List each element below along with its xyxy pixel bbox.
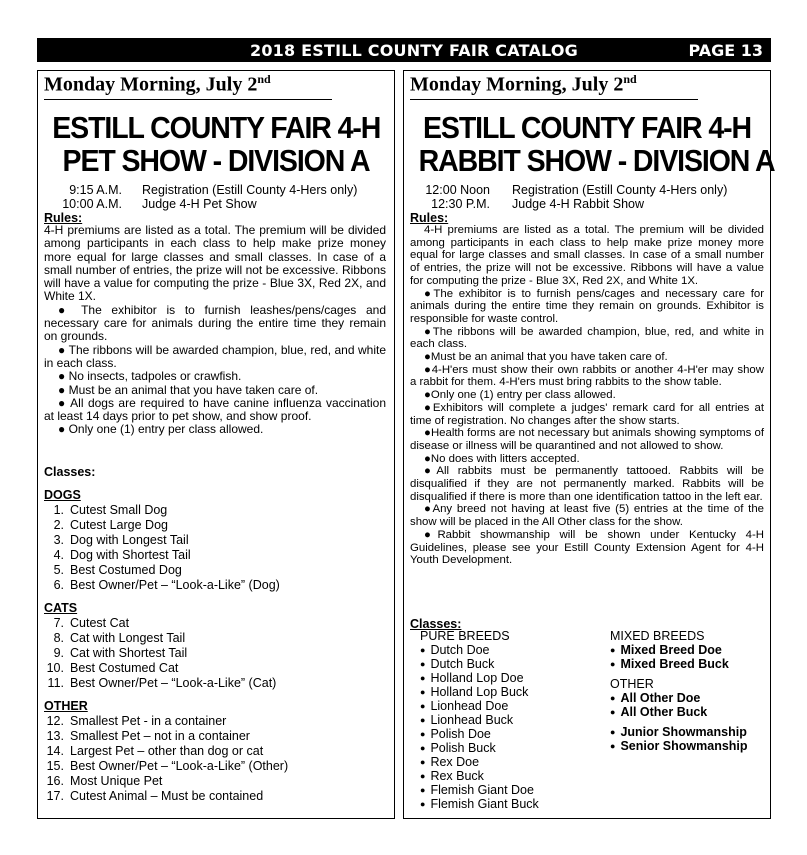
- rule-paragraph: ●Health forms are not necessary but animals showing symptoms of disease or illness will be quarantined and not allowed to show.: [410, 427, 764, 452]
- date-underline: [410, 99, 698, 100]
- schedule-row: 9:15 A.M. Registration (Estill County 4-Hers only): [69, 183, 358, 197]
- class-item: 2. Cutest Large Dog: [53, 518, 168, 532]
- class-item: 14. Largest Pet – other than dog or cat: [46, 744, 264, 758]
- class-item: 5. Best Costumed Dog: [53, 563, 182, 577]
- show-title-line-2: PET SHOW - DIVISION A: [62, 143, 370, 178]
- rule-paragraph: 4-H premiums are listed as a total. The premium will be divided among participants in each class to help make prize money more equal for large classes and small classes. In case of a small number of entries, the prize will not be excessive. Ribbons will have a value for computing the prize - Blue 3X, Red 2X, and White 1X.: [410, 224, 764, 287]
- rules-heading: Rules:: [44, 211, 83, 225]
- rules-text: [44, 224, 386, 437]
- rule-paragraph: ● The exhibitor is to furnish leashes/pens/cages and necessary care for animals during the entire time they remain on grounds.: [44, 302, 386, 344]
- rule-paragraph: ●No does with litters accepted.: [424, 452, 580, 465]
- class-item: 6. Best Owner/Pet – “Look-a-Like” (Dog): [53, 578, 280, 592]
- class-item: 13. Smallest Pet – not in a container: [46, 729, 250, 743]
- rule-paragraph: ● Must be an animal that you have taken care of.: [58, 382, 319, 397]
- showmanship-item: ● Senior Showmanship: [610, 739, 748, 753]
- class-item: 16. Most Unique Pet: [46, 774, 163, 788]
- class-item: 9. Cat with Shortest Tail: [53, 646, 188, 660]
- rabbit-show-panel: [403, 70, 775, 819]
- showmanship-list: [610, 725, 748, 753]
- breed-item: ● Mixed Breed Doe: [610, 643, 748, 657]
- show-title-line-1: ESTILL COUNTY FAIR 4-H: [52, 110, 381, 145]
- dog-classes: [44, 503, 288, 593]
- rule-paragraph: ●Rabbit showmanship will be shown under Kentucky 4-H Guidelines, please see your Estill County Extension Agent for 4-H Youth Development.: [410, 528, 764, 567]
- breed-item: ● Polish Buck: [420, 741, 539, 755]
- rule-paragraph: ●Only one (1) entry per class allowed.: [424, 389, 616, 402]
- rule-paragraph: ●The exhibitor is to furnish pens/cages and necessary care for animals during the entire time they remain on grounds. Exhibitor is responsible for waste control.: [410, 287, 764, 325]
- classes-heading: Classes:: [44, 465, 96, 479]
- breed-item: ● All Other Buck: [610, 705, 748, 719]
- date-heading: Monday Morning, July 2nd: [44, 72, 271, 96]
- rule-paragraph: ● No insects, tadpoles or crawfish.: [58, 369, 242, 384]
- class-item: 3. Dog with Longest Tail: [53, 533, 189, 547]
- mixed-breed-list: [610, 643, 748, 671]
- rule-paragraph: ● The ribbons will be awarded champion, blue, red, and white in each class.: [44, 342, 386, 370]
- rule-paragraph: ●4-H'ers must show their own rabbits or another 4-H'er may show a rabbit for them. 4-H'ers must bring rabbits to the show table.: [410, 363, 764, 389]
- date-underline: [44, 99, 332, 100]
- catalog-title: 2018 ESTILL COUNTY FAIR CATALOG: [250, 41, 578, 60]
- class-item: 4. Dog with Shortest Tail: [53, 548, 191, 562]
- rule-paragraph: ●All rabbits must be permanently tattooed. Rabbits will be disqualified if they are not permanently marked. Rabbits will be disqualified if there is more than one identification tattoo in the left ear.: [410, 465, 764, 503]
- rules-heading: Rules:: [410, 211, 449, 225]
- other-breed-list: [610, 691, 748, 719]
- class-item: 17. Cutest Animal – Must be contained: [46, 789, 264, 803]
- class-item: 12. Smallest Pet - in a container: [46, 714, 227, 728]
- group-heading-dogs: DOGS: [44, 488, 81, 502]
- breed-item: ● Mixed Breed Buck: [610, 657, 748, 671]
- rules-text: [410, 224, 764, 567]
- rule-paragraph: ●Exhibitors will complete a judges' remark card for all entries at time of registration. No changes after the show starts.: [410, 401, 764, 427]
- breed-item: ● Flemish Giant Doe: [420, 783, 539, 797]
- breed-item: ● All Other Doe: [610, 691, 748, 705]
- showmanship-item: ● Junior Showmanship: [610, 725, 748, 739]
- schedule-row: 12:00 Noon Registration (Estill County 4-Hers only): [425, 183, 728, 197]
- breed-item: ● Rex Buck: [420, 769, 539, 783]
- page-header-bar: [37, 38, 771, 62]
- class-item: 1. Cutest Small Dog: [53, 503, 168, 517]
- group-heading-cats: CATS: [44, 601, 78, 615]
- schedule: [44, 183, 357, 211]
- rule-paragraph: ●Any breed not having at least five (5) entries at the time of the show will be placed in the All Other class for the show.: [410, 503, 764, 529]
- breed-item: ● Dutch Doe: [420, 643, 539, 657]
- breed-item: ● Rex Doe: [420, 755, 539, 769]
- breed-item: ● Polish Doe: [420, 727, 539, 741]
- breed-item: ● Flemish Giant Buck: [420, 797, 539, 811]
- other-heading: OTHER: [610, 677, 654, 691]
- mixed-breeds: [610, 629, 748, 753]
- schedule-row: 12:30 P.M. Judge 4-H Rabbit Show: [431, 197, 645, 211]
- rule-paragraph: 4-H premiums are listed as a total. The premium will be divided among participants in each class to help make prize money more equal for large classes and small classes. In case of a small number of entries, the prize will not be excessive. Ribbons will have a value for computing the prize - Blue 3X, Red 2X, and White 1X.: [44, 223, 386, 304]
- breed-item: ● Lionhead Doe: [420, 699, 539, 713]
- show-title-line-2: RABBIT SHOW - DIVISION A: [418, 143, 775, 178]
- breed-item: ● Holland Lop Doe: [420, 671, 539, 685]
- mixed-breeds-heading: MIXED BREEDS: [610, 629, 705, 643]
- breed-item: ● Holland Lop Buck: [420, 685, 539, 699]
- class-item: 7. Cutest Cat: [53, 616, 130, 630]
- pet-show-panel: [37, 70, 395, 819]
- group-heading-other: OTHER: [44, 699, 88, 713]
- schedule: [410, 183, 727, 211]
- date-heading: Monday Morning, July 2nd: [410, 72, 637, 96]
- breed-item: ● Lionhead Buck: [420, 713, 539, 727]
- class-item: 15. Best Owner/Pet – “Look-a-Like” (Other): [46, 759, 289, 773]
- page-number: PAGE 13: [688, 41, 763, 60]
- classes-section: [44, 465, 288, 804]
- cat-classes: [44, 616, 288, 691]
- pure-breeds: [420, 629, 539, 811]
- schedule-row: 10:00 A.M. Judge 4-H Pet Show: [62, 197, 257, 211]
- class-item: 11. Best Owner/Pet – “Look-a-Like” (Cat): [47, 676, 277, 690]
- pure-breed-list: [420, 643, 539, 811]
- rule-paragraph: ● Only one (1) entry per class allowed.: [58, 422, 264, 437]
- rule-paragraph: ●The ribbons will be awarded champion, blue, red, and white in each class.: [410, 325, 764, 351]
- class-item: 8. Cat with Longest Tail: [53, 631, 186, 645]
- pure-breeds-heading: PURE BREEDS: [420, 629, 510, 643]
- class-item: 10. Best Costumed Cat: [46, 661, 179, 675]
- rule-paragraph: ●Must be an animal that you have taken care of.: [424, 351, 668, 364]
- classes-heading: Classes:: [410, 617, 462, 631]
- show-title-line-1: ESTILL COUNTY FAIR 4-H: [422, 110, 752, 145]
- other-classes: [44, 714, 288, 804]
- breed-item: ● Dutch Buck: [420, 657, 539, 671]
- rule-paragraph: ● All dogs are required to have canine influenza vaccination at least 14 days prior to pet show, and show proof.: [44, 395, 386, 424]
